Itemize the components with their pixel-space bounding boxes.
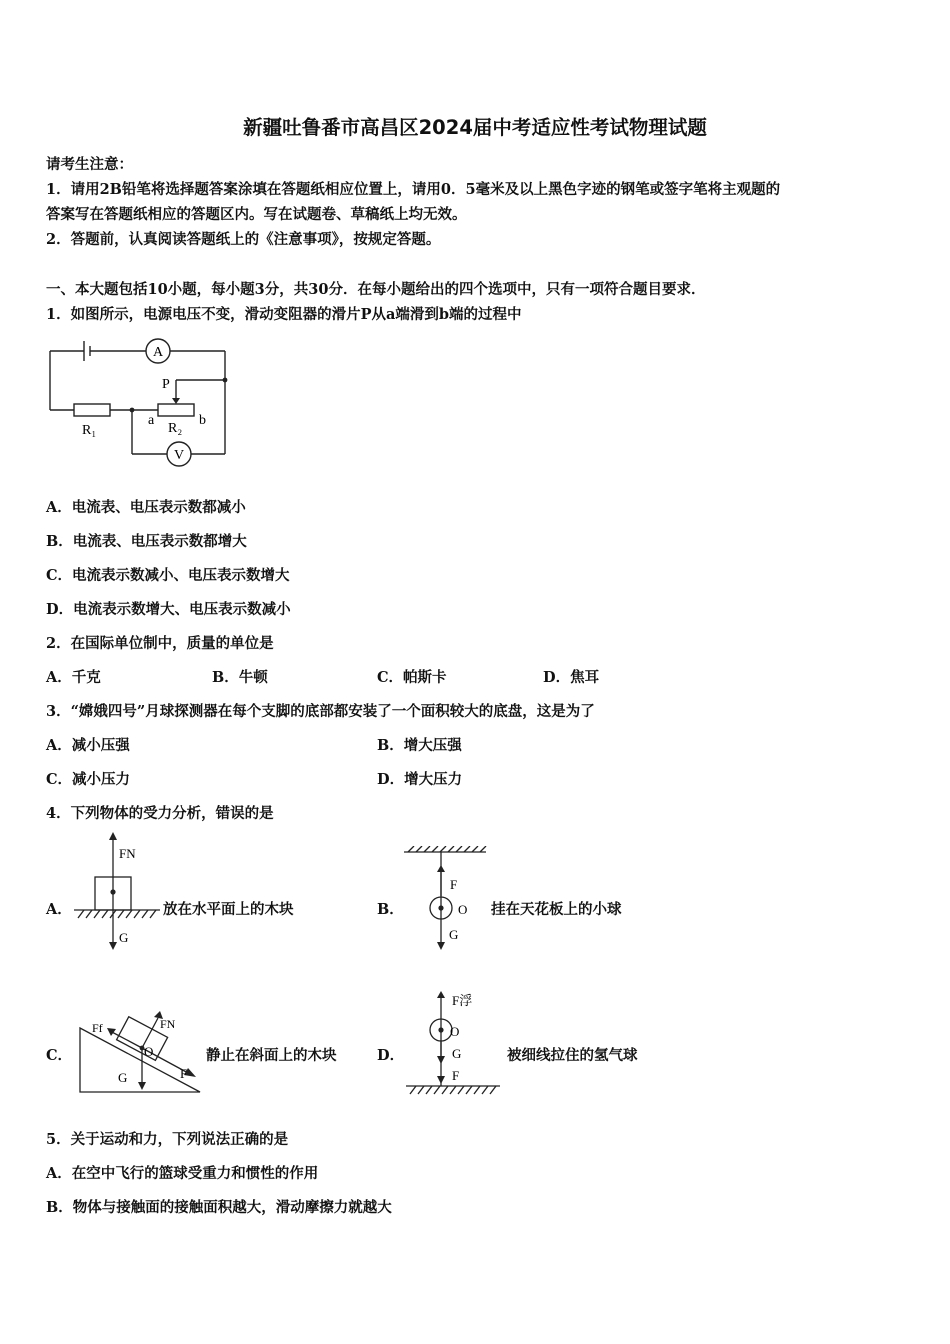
end-b-label: b [199,413,206,428]
q4-a-label-g: G [119,930,129,945]
q4-c-label-o: O [144,1044,154,1059]
page-title: 新疆吐鲁番市高昌区2024届中考适应性考试物理试题 [243,116,707,139]
q4-c-desc: 静止在斜面上的木块 [206,1047,337,1064]
voltmeter-label: V [173,448,185,463]
section-heading: 一、本大题包括10小题，每小题3分，共30分．在每小题给出的四个选项中，只有一项符合题目要求． [46,281,706,298]
q1-option-c: C．电流表示数减小、电压表示数增大 [46,567,290,584]
q4-d-letter: D． [377,1047,405,1064]
q1-option-a: A．电流表、电压表示数都减小 [46,499,246,516]
q2-option-c: C．帕斯卡 [377,669,447,686]
q4-c-letter: C． [46,1047,73,1064]
q4-c-label-g: G [118,1070,128,1085]
q4-a-desc: 放在水平面上的木块 [163,901,294,918]
q4-c-incline-diagram [76,1008,206,1098]
q4-stem: 4．下列物体的受力分析，错误的是 [46,805,274,822]
q5-option-b: B．物体与接触面的接触面积越大，滑动摩擦力就越大 [46,1199,392,1216]
q4-b-label-f: F [450,877,458,892]
q2-stem: 2．在国际单位制中，质量的单位是 [46,635,274,652]
q3-option-d: D．增大压力 [377,771,463,788]
notice-line-1a: 1．请用2B铅笔将选择题答案涂填在答题纸相应位置上，请用0．5毫米及以上黑色字迹的钢笔或签字笔将主观题的 [46,181,781,198]
q4-d-label-ffloat: F浮 [452,993,473,1008]
notice-line-2: 2．答题前，认真阅读答题纸上的《注意事项》，按规定答题。 [46,231,441,248]
q1-option-b: B．电流表、电压表示数都增大 [46,533,247,550]
q1-option-d: D．电流表示数增大、电压表示数减小 [46,601,291,618]
q3-stem: 3．“嫦娥四号”月球探测器在每个支脚的底部都安装了一个面积较大的底盘，这是为了 [46,703,595,720]
q4-a-letter: A． [46,901,72,918]
q4-d-label-g: G [452,1046,462,1061]
q5-option-a: A．在空中飞行的篮球受重力和惯性的作用 [46,1165,319,1182]
ammeter-label: A [152,345,164,360]
notice-heading: 请考生注意： [46,156,133,173]
notice-line-1b: 答案写在答题纸相应的答题区内。写在试题卷、草稿纸上均无效。 [46,206,467,223]
r2-label: R₂ [168,421,183,436]
q3-option-a: A．减小压强 [46,737,130,754]
q2-option-a: A．千克 [46,669,101,686]
q3-option-b: B．增大压强 [377,737,462,754]
slider-label: P [162,377,170,392]
q4-c-label-f: F [180,1066,188,1081]
q4-c-label-ff: Ff [92,1021,103,1035]
q1-circuit-diagram [44,336,236,472]
q4-d-label-f: F [452,1068,460,1083]
q5-stem: 5．关于运动和力，下列说法正确的是 [46,1131,289,1148]
r1-label: R₁ [82,423,97,438]
q4-b-label-g: G [449,927,459,942]
q4-c-label-fn: FN [160,1017,176,1031]
q4-a-label-fn: FN [119,846,136,861]
q1-stem: 1．如图所示，电源电压不变，滑动变阻器的滑片P从a端滑到b端的过程中 [46,306,522,323]
q4-b-ball-diagram [400,846,492,952]
q3-option-c: C．减小压力 [46,771,131,788]
q2-option-b: B．牛顿 [212,669,268,686]
q4-a-block-diagram [72,832,162,952]
end-a-label: a [148,413,155,428]
q2-option-d: D．焦耳 [543,669,600,686]
q4-d-desc: 被细线拉住的氢气球 [507,1047,638,1064]
q4-b-desc: 挂在天花板上的小球 [491,901,622,918]
q4-b-letter: B． [377,901,404,918]
q4-d-balloon-diagram [404,990,504,1096]
q4-b-label-o: O [458,902,468,917]
q4-d-label-o: O [450,1024,460,1039]
